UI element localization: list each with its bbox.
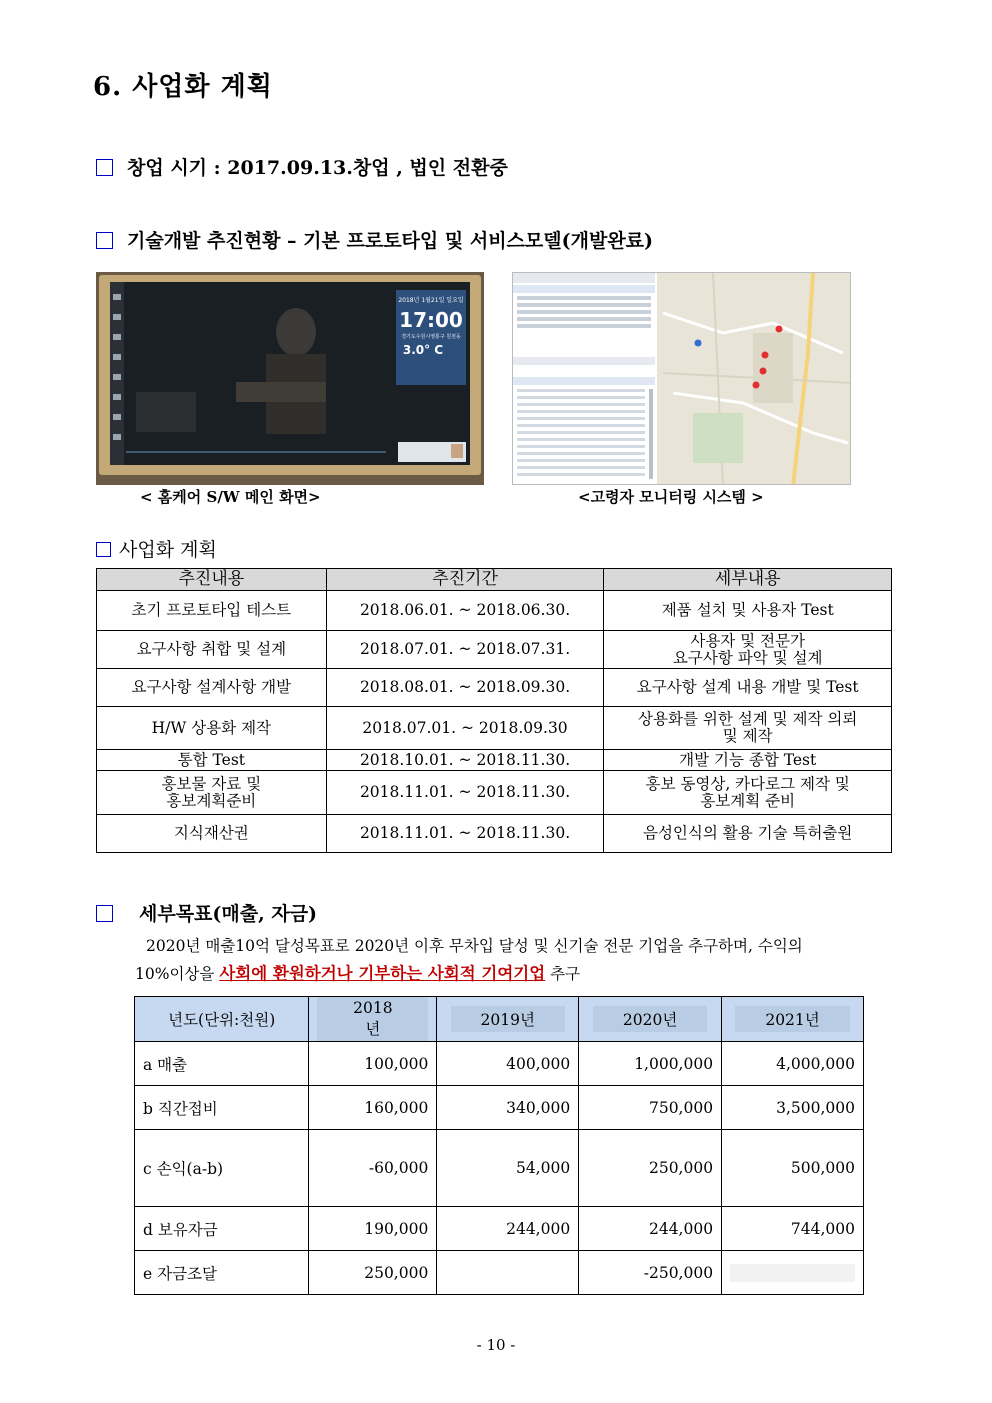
finance-label: c 손익(a-b) — [135, 1130, 309, 1207]
finance-cell: 400,000 — [437, 1042, 579, 1086]
homecare-time: 17:00 — [399, 308, 463, 332]
finance-cell: 4,000,000 — [722, 1042, 864, 1086]
finance-header-row — [135, 997, 864, 1042]
finance-cell: 3,500,000 — [722, 1086, 864, 1130]
plan-detail: 음성인식의 활용 기술 특허출원 — [604, 815, 892, 853]
finance-cell: 190,000 — [309, 1207, 437, 1251]
plan-detail: 사용자 및 전문가 요구사항 파악 및 설계 — [604, 631, 892, 669]
table-row — [97, 771, 892, 815]
goals-text-prefix: 10%이상을 — [135, 965, 215, 983]
tech-status-text: 기술개발 추진현황 – 기본 프로토타입 및 서비스모델(개발완료) — [127, 230, 654, 252]
finance-cell: -250,000 — [579, 1251, 722, 1295]
plan-detail: 요구사항 설계 내용 개발 및 Test — [604, 669, 892, 707]
plan-period: 2018.11.01. ~ 2018.11.30. — [326, 771, 604, 815]
monitor-caption: <고령자 모니터링 시스템 > — [578, 488, 764, 506]
plan-item: 요구사항 취합 및 설계 — [97, 631, 327, 669]
plan-item: 홍보물 자료 및 홍보계획준비 — [97, 771, 327, 815]
goals-emphasis: 사회에 환원하거나 기부하는 사회적 기여기업 — [219, 964, 546, 983]
plan-item: 요구사항 설계사항 개발 — [97, 669, 327, 707]
plan-detail: 홍보 동영상, 카다로그 제작 및 홍보계획 준비 — [604, 771, 892, 815]
finance-cell: 250,000 — [579, 1130, 722, 1207]
checkbox-goals[interactable] — [96, 905, 113, 922]
finance-header-col — [437, 997, 579, 1042]
table-row — [97, 815, 892, 853]
finance-cell: 244,000 — [579, 1207, 722, 1251]
finance-label: b 직간접비 — [135, 1086, 309, 1130]
finance-header-col — [309, 997, 437, 1042]
table-row — [97, 631, 892, 669]
plan-detail: 상용화를 위한 설계 및 제작 의뢰 및 제작 — [604, 707, 892, 750]
table-row — [135, 1086, 864, 1130]
goals-heading-text: 세부목표(매출, 자금) — [139, 903, 318, 925]
plan-item: 초기 프로토타입 테스트 — [97, 591, 327, 631]
finance-cell: 750,000 — [579, 1086, 722, 1130]
finance-cell: 54,000 — [437, 1130, 579, 1207]
finance-cell: 340,000 — [437, 1086, 579, 1130]
plan-item: 통합 Test — [97, 750, 327, 771]
checkbox-founding[interactable] — [96, 159, 113, 176]
finance-cell: 1,000,000 — [579, 1042, 722, 1086]
finance-header-2020: 2020년 — [593, 1006, 707, 1032]
finance-label: e 자금조달 — [135, 1251, 309, 1295]
homecare-photo — [96, 272, 484, 485]
plan-period: 2018.06.01. ~ 2018.06.30. — [326, 591, 604, 631]
finance-header-2021: 2021년 — [735, 1006, 849, 1032]
finance-header-col — [579, 997, 722, 1042]
table-row — [135, 1207, 864, 1251]
finance-cell: 100,000 — [309, 1042, 437, 1086]
goals-heading — [96, 899, 317, 926]
finance-cell: 744,000 — [722, 1207, 864, 1251]
tech-status-line — [96, 226, 653, 253]
plan-header-row — [97, 569, 892, 591]
plan-heading — [96, 535, 217, 562]
homecare-date: 2018년 1월21일 일요일 — [398, 297, 464, 304]
finance-cell: 250,000 — [309, 1251, 437, 1295]
table-row — [97, 669, 892, 707]
table-row — [135, 1130, 864, 1207]
finance-cell: -60,000 — [309, 1130, 437, 1207]
founding-text: 창업 시기 : 2017.09.13.창업 , 법인 전환중 — [127, 157, 508, 179]
checkbox-plan[interactable] — [96, 542, 111, 557]
plan-period: 2018.10.01. ~ 2018.11.30. — [326, 750, 604, 771]
plan-item: 지식재산권 — [97, 815, 327, 853]
finance-header-col — [722, 997, 864, 1042]
finance-label: d 보유자금 — [135, 1207, 309, 1251]
monitor-screen-image — [513, 273, 851, 485]
table-row — [97, 750, 892, 771]
monitor-photo — [512, 272, 851, 485]
plan-table — [96, 568, 892, 853]
table-row — [135, 1251, 864, 1295]
plan-period: 2018.11.01. ~ 2018.11.30. — [326, 815, 604, 853]
page-title: 6. 사업화 계획 — [93, 72, 273, 102]
finance-header-2019: 2019년 — [451, 1006, 565, 1032]
finance-label: a 매출 — [135, 1042, 309, 1086]
checkbox-tech-status[interactable] — [96, 232, 113, 249]
plan-detail: 개발 기능 종합 Test — [604, 750, 892, 771]
plan-header-detail: 세부내용 — [604, 569, 892, 591]
finance-header-year: 년도(단위:천원) — [135, 997, 309, 1042]
finance-cell: 244,000 — [437, 1207, 579, 1251]
table-row — [97, 591, 892, 631]
plan-header-period: 추진기간 — [326, 569, 604, 591]
homecare-temp: 3.0° C — [402, 343, 444, 357]
goals-text-line1: 2020년 매출10억 달성목표로 2020년 이후 무차입 달성 및 신기술 전문 기업을 추구하며, 수익의 — [146, 937, 803, 955]
empty-cell-shade — [730, 1264, 855, 1282]
table-row — [135, 1042, 864, 1086]
homecare-caption: < 홈케어 S/W 메인 화면> — [140, 488, 321, 506]
homecare-location: 경기도수원시영통구 원천동 — [401, 334, 461, 340]
plan-header-item: 추진내용 — [97, 569, 327, 591]
plan-period: 2018.08.01. ~ 2018.09.30. — [326, 669, 604, 707]
finance-cell: 500,000 — [722, 1130, 864, 1207]
finance-cell-empty — [722, 1251, 864, 1295]
page-number: - 10 - — [476, 1336, 516, 1354]
finance-table — [134, 996, 864, 1295]
table-row — [97, 707, 892, 750]
finance-cell: 160,000 — [309, 1086, 437, 1130]
plan-detail: 제품 설치 및 사용자 Test — [604, 591, 892, 631]
plan-item: H/W 상용화 제작 — [97, 707, 327, 750]
plan-period: 2018.07.01. ~ 2018.07.31. — [326, 631, 604, 669]
finance-header-2018: 2018년 — [317, 997, 428, 1041]
founding-line — [96, 153, 508, 180]
plan-heading-text: 사업화 계획 — [119, 539, 217, 561]
homecare-screen-image — [96, 272, 484, 485]
plan-period: 2018.07.01. ~ 2018.09.30 — [326, 707, 604, 750]
finance-cell — [437, 1251, 579, 1295]
goals-text-suffix: 추구 — [550, 965, 581, 983]
goals-text-line2 — [135, 960, 580, 984]
